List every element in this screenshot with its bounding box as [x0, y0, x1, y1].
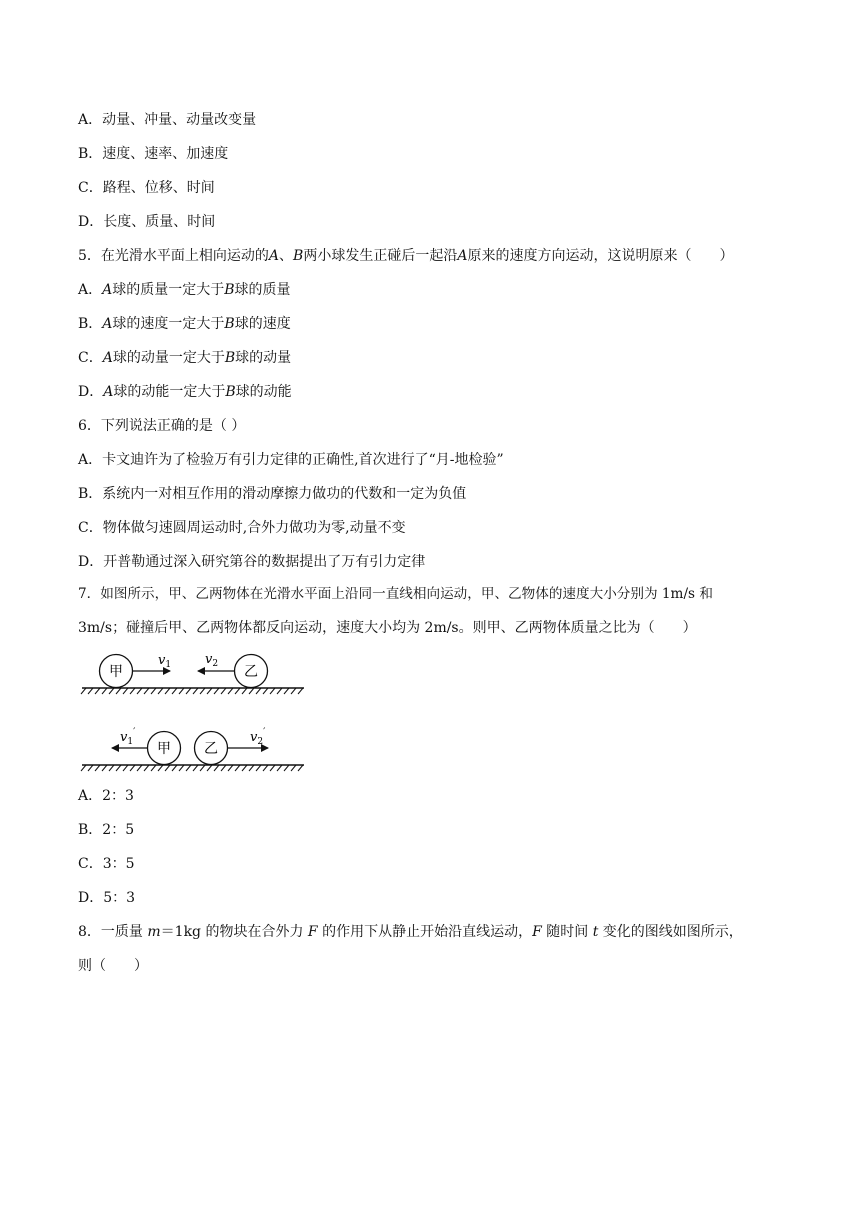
- q4-option-d: D．长度、质量、时间: [78, 214, 216, 230]
- q5-stem: 5．在光滑水平面上相向运动的A、B两小球发生正碰后一起沿A原来的速度方向运动，这说明原来（ ）: [78, 248, 734, 264]
- q5-option-d: D．A球的动能一定大于B球的动能: [78, 384, 292, 400]
- v1-prime-label: $v_1'$: [120, 727, 136, 747]
- q6-option-a: A．卡文迪许为了检验万有引力定律的正确性,首次进行了“月-地检验”: [78, 452, 504, 468]
- ground-hatch-top: [81, 688, 303, 694]
- ball-yi-label: 乙: [244, 664, 258, 680]
- q7-stem-line1: 7．如图所示，甲、乙两物体在光滑水平面上沿同一直线相向运动，甲、乙物体的速度大小分别为 1m/s 和: [78, 586, 713, 602]
- v2-prime-label: $v_2'$: [250, 727, 266, 747]
- q5-option-b: B．A球的速度一定大于B球的速度: [78, 316, 291, 332]
- q7-option-d: D．5：3: [78, 890, 136, 906]
- before-collision-scene: [81, 652, 304, 694]
- v2-label: $v_2$: [205, 652, 219, 669]
- q4-option-b: B．速度、速率、加速度: [78, 146, 229, 162]
- q4-option-a: A．动量、冲量、动量改变量: [78, 112, 257, 128]
- q8-stem-line2: 则（ ）: [78, 958, 148, 974]
- q7-option-b: B．2：5: [78, 822, 135, 838]
- ball-jia-after-label: 甲: [157, 741, 171, 757]
- q7-stem-line2: 3m/s；碰撞后甲、乙两物体都反向运动，速度大小均为 2m/s。则甲、乙两物体质量之比为（ ）: [78, 620, 697, 636]
- q7-option-c: C．3：5: [78, 856, 135, 872]
- q5-option-a: A．A球的质量一定大于B球的质量: [78, 282, 291, 298]
- q6-option-d: D．开普勒通过深入研究第谷的数据提出了万有引力定律: [78, 554, 426, 570]
- q6-stem: 6．下列说法正确的是（ ）: [78, 418, 246, 434]
- q4-option-c: C．路程、位移、时间: [78, 180, 215, 196]
- v1-label: $v_1$: [158, 653, 172, 670]
- q5-option-c: C．A球的动量一定大于B球的动量: [78, 350, 292, 366]
- after-collision-scene: [81, 727, 304, 771]
- collision-figure: [78, 644, 318, 776]
- q7-option-a: A．2：3: [78, 788, 134, 804]
- ball-jia-label: 甲: [109, 664, 123, 680]
- ball-yi-after-label: 乙: [204, 741, 218, 757]
- q6-option-b: B．系统内一对相互作用的滑动摩擦力做功的代数和一定为负值: [78, 486, 467, 502]
- q8-stem-line1: 8．一质量 m＝1kg 的物块在合外力 F 的作用下从静止开始沿直线运动，F 随时间 t 变化的图线如图所示，: [78, 924, 743, 940]
- q6-option-c: C．物体做匀速圆周运动时,合外力做功为零,动量不变: [78, 520, 406, 536]
- ground-hatch-bottom: [81, 765, 303, 771]
